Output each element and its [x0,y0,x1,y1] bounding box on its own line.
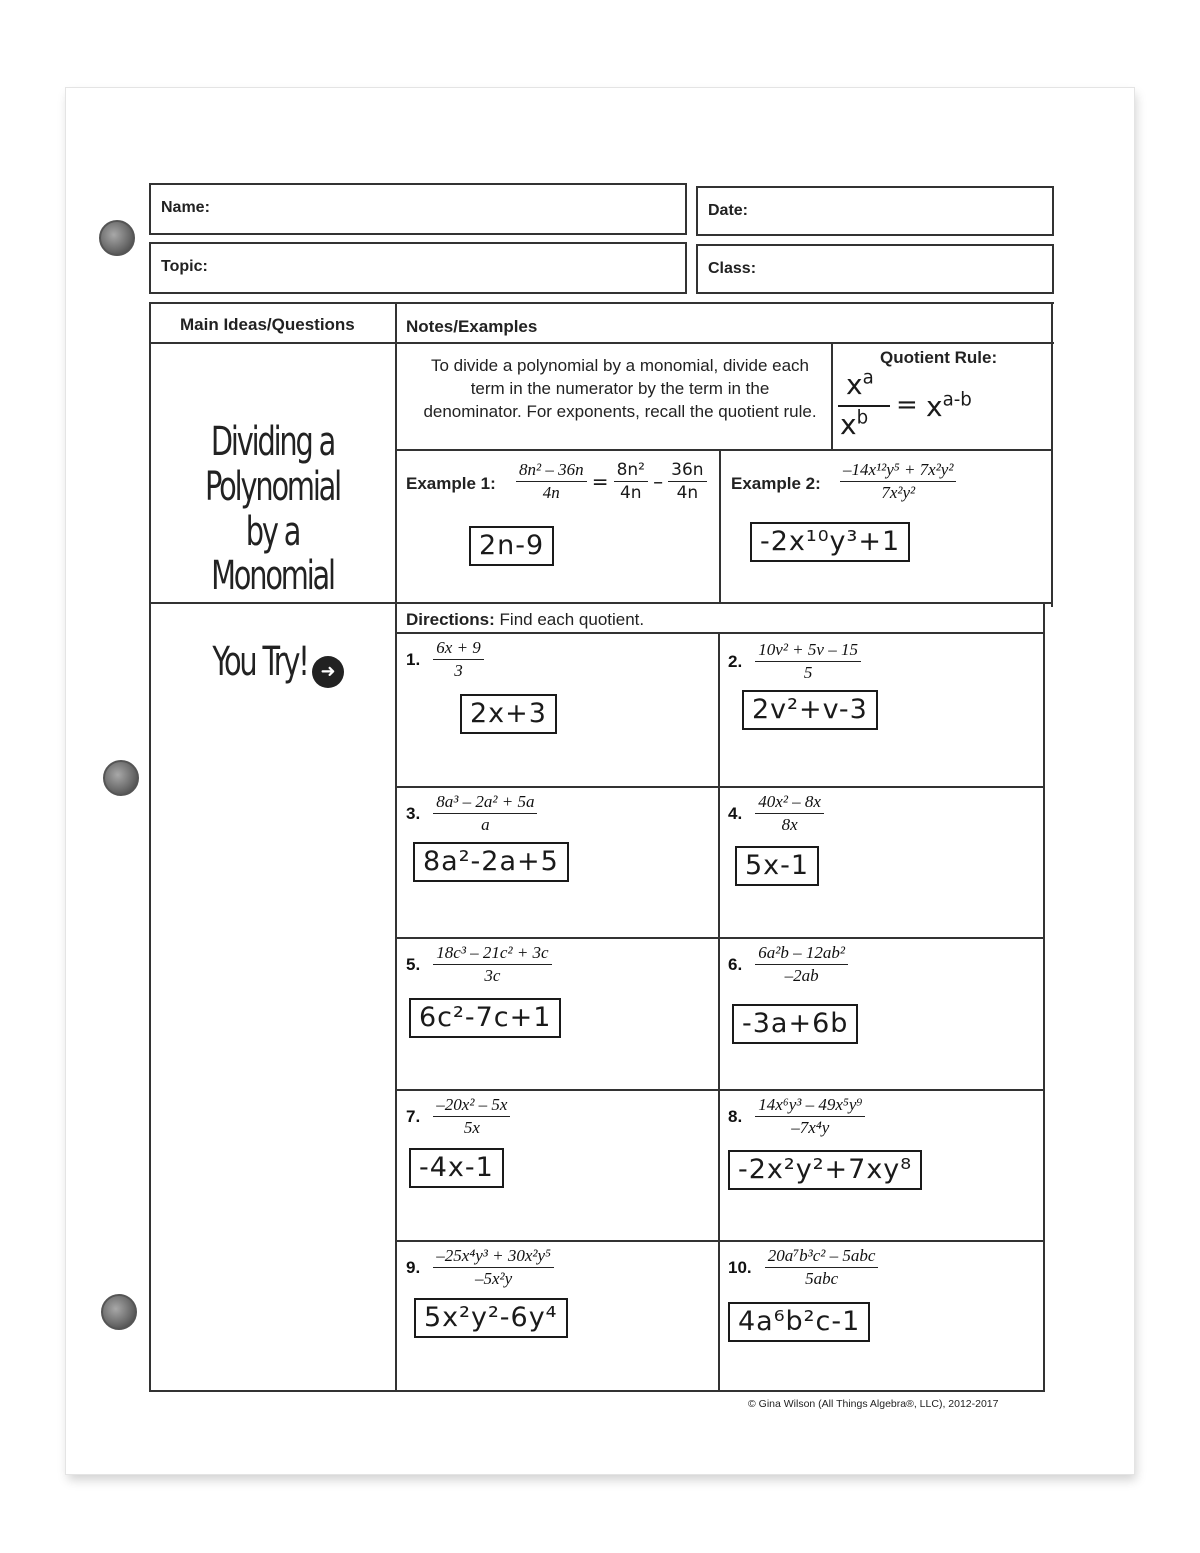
arrow-right-icon: ➜ [312,656,344,688]
main-idea-title-line1: Dividing a Polynomial [204,419,340,510]
problem-6-answer: -3a+6b [732,1004,858,1044]
problem-1-answer: 2x+3 [460,694,557,734]
problem-9-answer: 5x²y²-6y⁴ [414,1298,568,1338]
name-label: Name: [161,199,210,216]
problem-8-answer: -2x²y²+7xy⁸ [728,1150,922,1190]
directions-text: Find each quotient. [499,610,645,629]
binder-hole-middle [103,760,139,796]
problem-10: 10. $\frac{\text{20a⁷b³c² – 5abc}}{\text{5abc}}$ [728,1246,878,1289]
quotient-rule-label: Quotient Rule: [880,348,998,367]
notes-examples-header: Notes/Examples [406,317,538,336]
problem-3-answer: 8a²-2a+5 [413,842,569,882]
problem-4: 4. $\frac{\text{40x² – 8x}}{8x}$ [728,792,824,835]
problem-3: 3. $\frac{\text{8a³ – 2a² + 5a}}{a}$ [406,792,537,835]
you-try-title: You Try! [212,639,308,685]
directions [406,610,644,630]
worksheet-page [66,88,1134,1474]
main-idea-title-line2: by a Monomial [211,508,334,600]
topic-label: Topic: [161,258,208,275]
directions-label: Directions: [406,610,495,629]
problem-7-answer: -4x-1 [409,1148,504,1188]
class-label: Class: [708,260,757,277]
problem-9: 9. $\frac{\text{–25x⁴y³ + 30x²y⁵}}{\text{–5x²y}}$ [406,1246,554,1289]
binder-hole-bottom [101,1294,137,1330]
example-1-answer: 2n-9 [469,526,554,566]
name-field[interactable] [149,183,687,235]
main-idea-title [184,420,360,599]
main-ideas-header: Main Ideas/Questions [180,315,355,334]
problem-7: 7. $\frac{\text{–20x² – 5x}}{5x}$ [406,1095,510,1138]
problem-2: 2. $\frac{\text{10v² + 5v – 15}}{5}$ [728,640,861,683]
example-2-problem: $\frac{\text{–14x¹²y⁵ + 7x²y²}}{\text{7x²y²}}$ [840,460,956,503]
date-field[interactable] [696,186,1054,236]
example-1-problem: $\frac{\text{8n² – 36n}}{4n}$ = $\frac{\text{8n²}}{4n}$ – $\frac{36n}{4n}$ [516,460,707,503]
quotient-rule-formula: $x^a$ $x^b$ = $x^{a-b}$ [840,367,972,441]
problem-6: 6. $\frac{\text{6a²b – 12ab²}}{-2ab}$ [728,943,848,986]
problem-5: 5. $\frac{\text{18c³ – 21c² + 3c}}{3c}$ [406,943,552,986]
problem-5-answer: 6c²-7c+1 [409,998,561,1038]
problem-8: 8. $\frac{\text{14x⁶y³ – 49x⁵y⁹}}{\text{–7x⁴y}}$ [728,1095,865,1138]
example-1-label: Example 1: [406,474,496,493]
problem-10-answer: 4a⁶b²c-1 [728,1302,870,1342]
example-2-answer: -2x¹⁰y³+1 [750,522,910,562]
intro-text: To divide a polynomial by a monomial, divide each term in the numerator by the term in the denominator. For exponents, recall the quotient rule. [423,356,817,421]
problem-4-answer: 5x-1 [735,846,819,886]
problem-1: 1. $\frac{6x + 9}{3}$ [406,638,484,681]
problem-2-answer: 2v²+v-3 [742,690,878,730]
example-2-label: Example 2: [731,474,821,493]
binder-hole-top [99,220,135,256]
date-label: Date: [708,202,749,219]
topic-field[interactable] [149,242,687,294]
class-field[interactable] [696,244,1054,294]
copyright-footer: © Gina Wilson (All Things Algebra®, LLC), 2012-2017 [748,1398,999,1410]
